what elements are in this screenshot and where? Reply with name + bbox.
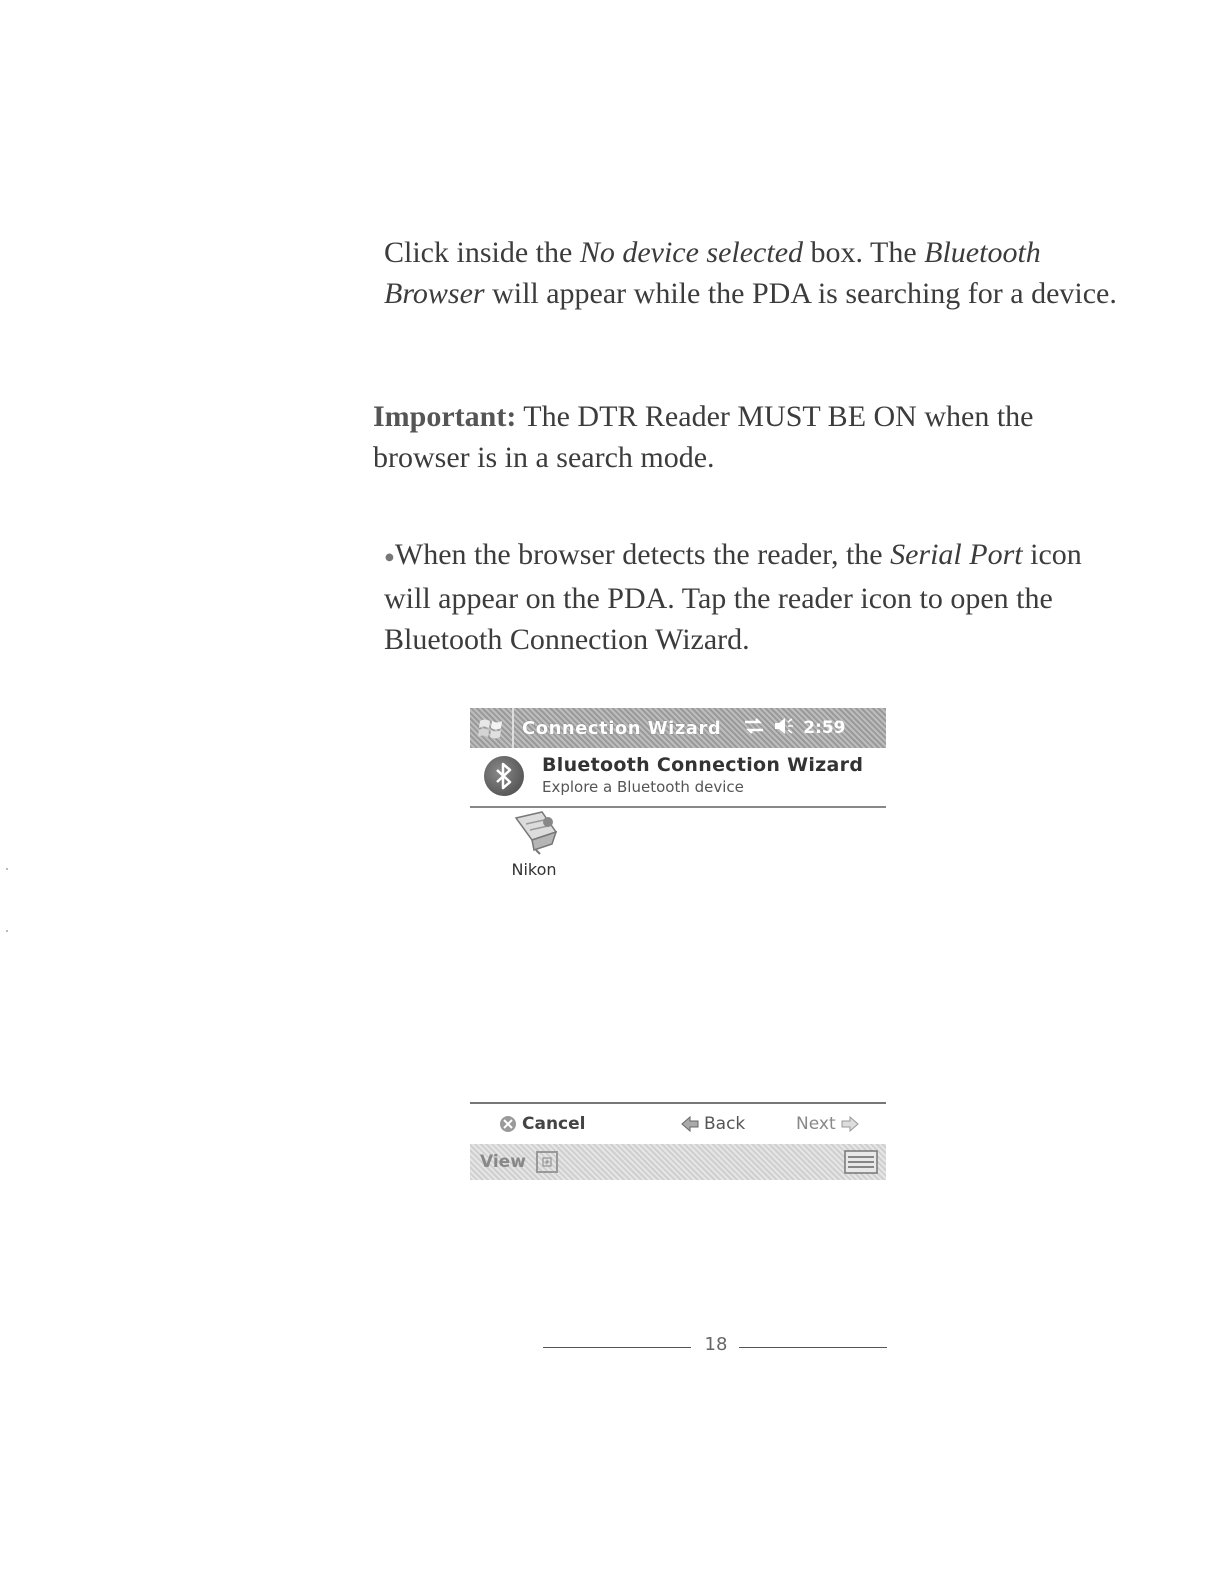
- paragraph-bullet: [384, 534, 1124, 660]
- paragraph-intro: [384, 232, 1124, 314]
- scan-mark: [6, 930, 8, 932]
- wizard-button-bar: [470, 1102, 886, 1144]
- page-number-footer: [543, 1332, 887, 1362]
- wizard-header: [470, 748, 886, 808]
- text-run: icon will appear on the PDA. Tap the reader icon to open the Bluetooth Connection Wizard.: [384, 538, 1082, 656]
- device-item-nikon[interactable]: [498, 810, 588, 886]
- bullet-mark: ●: [384, 546, 395, 567]
- divider: [739, 1347, 887, 1348]
- status-area: [743, 717, 845, 739]
- pda-screenshot: [470, 708, 886, 1184]
- next-arrow-icon: [840, 1115, 860, 1133]
- back-label: Back: [704, 1114, 746, 1134]
- cancel-icon: [498, 1114, 518, 1134]
- divider: [543, 1347, 691, 1348]
- view-menu[interactable]: View: [480, 1152, 526, 1172]
- next-button[interactable]: [796, 1114, 860, 1134]
- text-run: box. The: [803, 236, 925, 269]
- scan-mark: [6, 868, 8, 870]
- important-label: Important:: [373, 400, 517, 433]
- text-run: When the browser detects the reader, the: [394, 538, 891, 571]
- window-title: Connection Wizard: [522, 717, 722, 739]
- italic-run: Bluetooth Browser: [384, 236, 1041, 310]
- connectivity-icon[interactable]: [743, 717, 765, 739]
- cancel-label: Cancel: [522, 1114, 586, 1134]
- menu-bar: [470, 1144, 886, 1180]
- back-arrow-icon: [680, 1115, 700, 1133]
- paragraph-important: [373, 396, 1113, 478]
- speaker-icon[interactable]: [773, 717, 795, 739]
- text-run: The DTR Reader MUST BE ON when the browser is in a search mode.: [373, 400, 1034, 474]
- italic-run: No device selected: [579, 236, 804, 269]
- next-label: Next: [796, 1114, 836, 1134]
- clock-time[interactable]: 2:59: [803, 718, 846, 738]
- italic-run: Serial Port: [890, 538, 1023, 571]
- wizard-title: Bluetooth Connection Wizard: [542, 754, 864, 776]
- wizard-subtitle: Explore a Bluetooth device: [542, 778, 744, 796]
- device-icon: [512, 810, 562, 860]
- back-button[interactable]: [680, 1114, 745, 1134]
- view-icon[interactable]: [536, 1151, 558, 1173]
- device-label: Nikon: [511, 860, 557, 879]
- keyboard-icon[interactable]: [844, 1150, 878, 1178]
- windows-flag-icon[interactable]: [470, 708, 514, 748]
- text-run: will appear while the PDA is searching for a device.: [484, 277, 1117, 310]
- page-number: 18: [704, 1334, 728, 1355]
- cancel-button[interactable]: [498, 1114, 585, 1134]
- bluetooth-icon: [484, 756, 524, 796]
- text-run: Click inside the: [384, 236, 580, 269]
- title-bar: [470, 708, 886, 748]
